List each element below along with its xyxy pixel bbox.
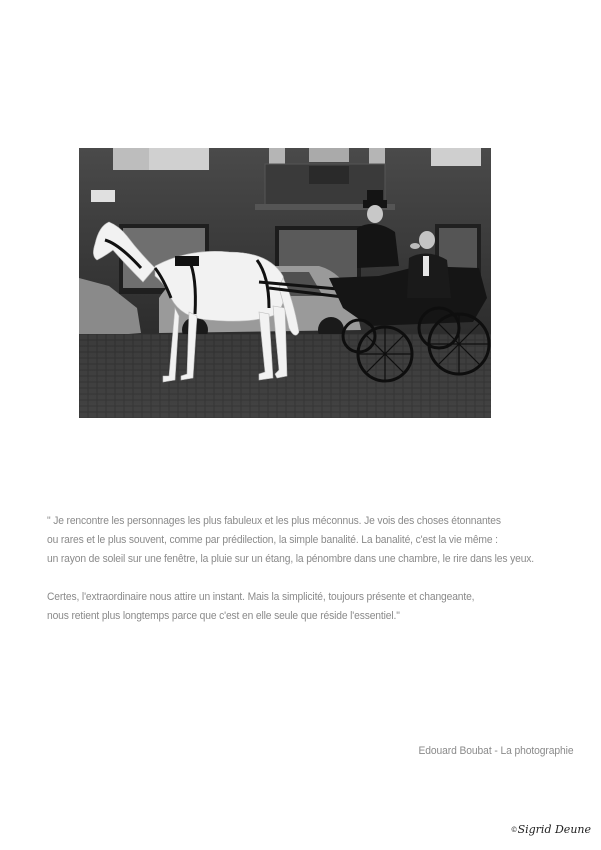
quote-line: ou rares et le plus souvent, comme par prédilection, la simple banalité. La banalité, c'est la vie même : [47, 534, 498, 546]
carriage-photo-illustration [79, 148, 491, 418]
quote-line: " Je rencontre les personnages les plus fabuleux et les plus méconnus. Je vois des choses étonnantes [47, 515, 501, 527]
quote-line: nous retient plus longtemps parce que c'est en elle seule que réside l'essentiel." [47, 610, 400, 622]
signature-name: Sigrid Deune [517, 823, 591, 836]
photographer-signature [511, 823, 591, 836]
quote-line: Certes, l'extraordinaire nous attire un instant. Mais la simplicité, toujours présente et changeante, [47, 591, 475, 603]
copyright-symbol: © [510, 826, 518, 834]
paragraph-gap [47, 569, 544, 588]
quote-text [47, 512, 544, 626]
quote-attribution: Edouard Boubat - La photographie [417, 745, 573, 757]
photograph [79, 148, 491, 418]
quote-line: un rayon de soleil sur une fenêtre, la pluie sur un étang, la pénombre dans une chambre, le rire dans les yeux. [47, 553, 535, 565]
